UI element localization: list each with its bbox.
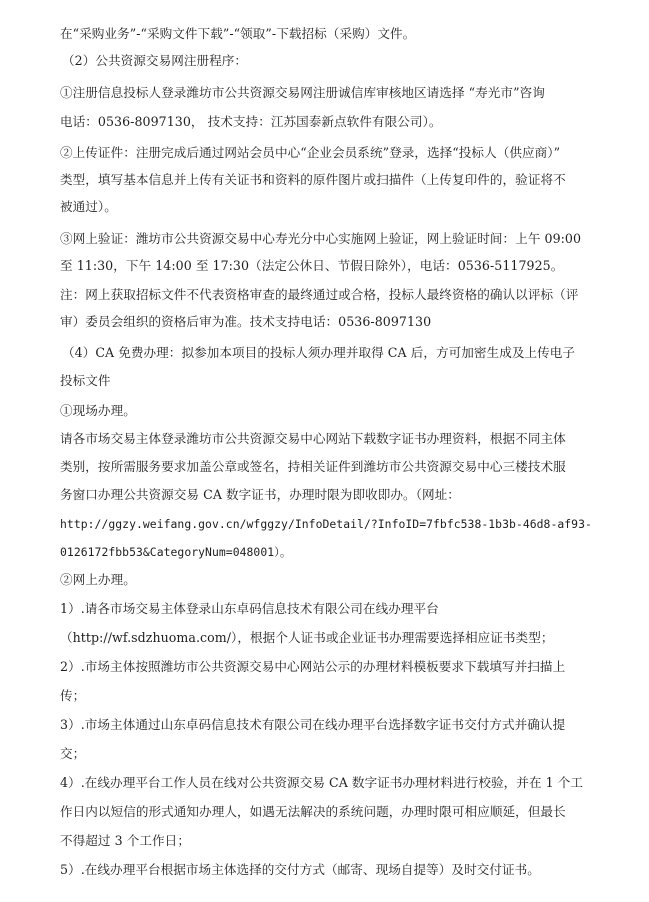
url-line: http://ggzy.weifang.gov.cn/wfggzy/InfoDetail/?InfoID=7fbfc538-1b3b-46d8-af93- [60, 517, 592, 531]
text-line: （http://wf.sdzhuoma.com/），根据个人证书或企业证书办理需要选择相应证书类型； [60, 630, 554, 645]
text-line: ③网上验证：潍坊市公共资源交易中心寿光分中心实施网上验证，网上验证时间：上午 09:00 [60, 231, 582, 246]
text-line: 2）.市场主体按照潍坊市公共资源交易中心网站公示的办理材料模板要求下载填写并扫描上 [60, 659, 566, 674]
text-line: 请各市场交易主体登录潍坊市公共资源交易中心网站下载数字证书办理资料，根据不同主体 [60, 431, 566, 446]
text-line: 电话：0536-8097130， 技术支持：江苏国泰新点软件有限公司）。 [60, 114, 442, 129]
text-line: 至 11:30，下午 14:00 至 17:30（法定公休日、节假日除外），电话：0536-5117925。 [60, 258, 564, 273]
text-line: 类别，按所需服务要求加盖公章或签名，持相关证件到潍坊市公共资源交易中心三楼技术服 [60, 459, 566, 474]
text-line: 4）.在线办理平台工作人员在线对公共资源交易 CA 数字证书办理材料进行校验，并在 1 个工 [60, 775, 584, 790]
url-line: 0126172fbb53&CategoryNum=048001）。 [60, 545, 292, 559]
text-line: 传； [60, 688, 86, 703]
text-line: 注：网上获取招标文件不代表资格审查的最终通过或合格，投标人最终资格的确认以评标（评 [60, 287, 579, 302]
text-line: 不得超过 3 个工作日； [60, 833, 190, 848]
text-line: 务窗口办理公共资源交易 CA 数字证书，办理时限为即收即办。（网址： [60, 487, 460, 502]
text-line: 类型，填写基本信息并上传有关证书和资料的原件图片或扫描件（上传复印件的，验证将不 [60, 172, 566, 187]
text-line: 投标文件 [60, 373, 111, 388]
text-line: ①注册信息投标人登录潍坊市公共资源交易网注册诚信库审核地区请选择 “寿光市”咨询 [60, 85, 545, 100]
section-heading: （2）公共资源交易网注册程序： [62, 53, 248, 68]
section-heading: （4）CA 免费办理：拟参加本项目的投标人须办理并取得 CA 后，方可加密生成及上传电子 [62, 345, 576, 360]
text-line: 交； [60, 746, 86, 761]
text-line: 审）委员会组织的资格后审为准。技术支持电话：0536-8097130 [60, 314, 432, 329]
text-line: ②网上办理。 [60, 572, 136, 587]
text-line: 5）.在线办理平台根据市场主体选择的交付方式（邮寄、现场自提等）及时交付证书。 [60, 862, 540, 877]
text-line: ②上传证件：注册完成后通过网站会员中心“企业会员系统”登录，选择“投标人（供应商）” [60, 145, 561, 160]
text-line: 作日内以短信的形式通知办理人，如遇无法解决的系统问题，办理时限可相应顺延，但最长 [60, 804, 566, 819]
text-line: 在“采购业务”-“采购文件下载”-“领取”-下载招标（采购）文件。 [60, 26, 416, 41]
text-line: 被通过）。 [60, 199, 117, 214]
text-line: 3）.市场主体通过山东卓码信息技术有限公司在线办理平台选择数字证书交付方式并确认提 [60, 717, 566, 732]
text-line: 1）.请各市场交易主体登录山东卓码信息技术有限公司在线办理平台 [60, 601, 439, 616]
text-line: ①现场办理。 [60, 403, 136, 418]
